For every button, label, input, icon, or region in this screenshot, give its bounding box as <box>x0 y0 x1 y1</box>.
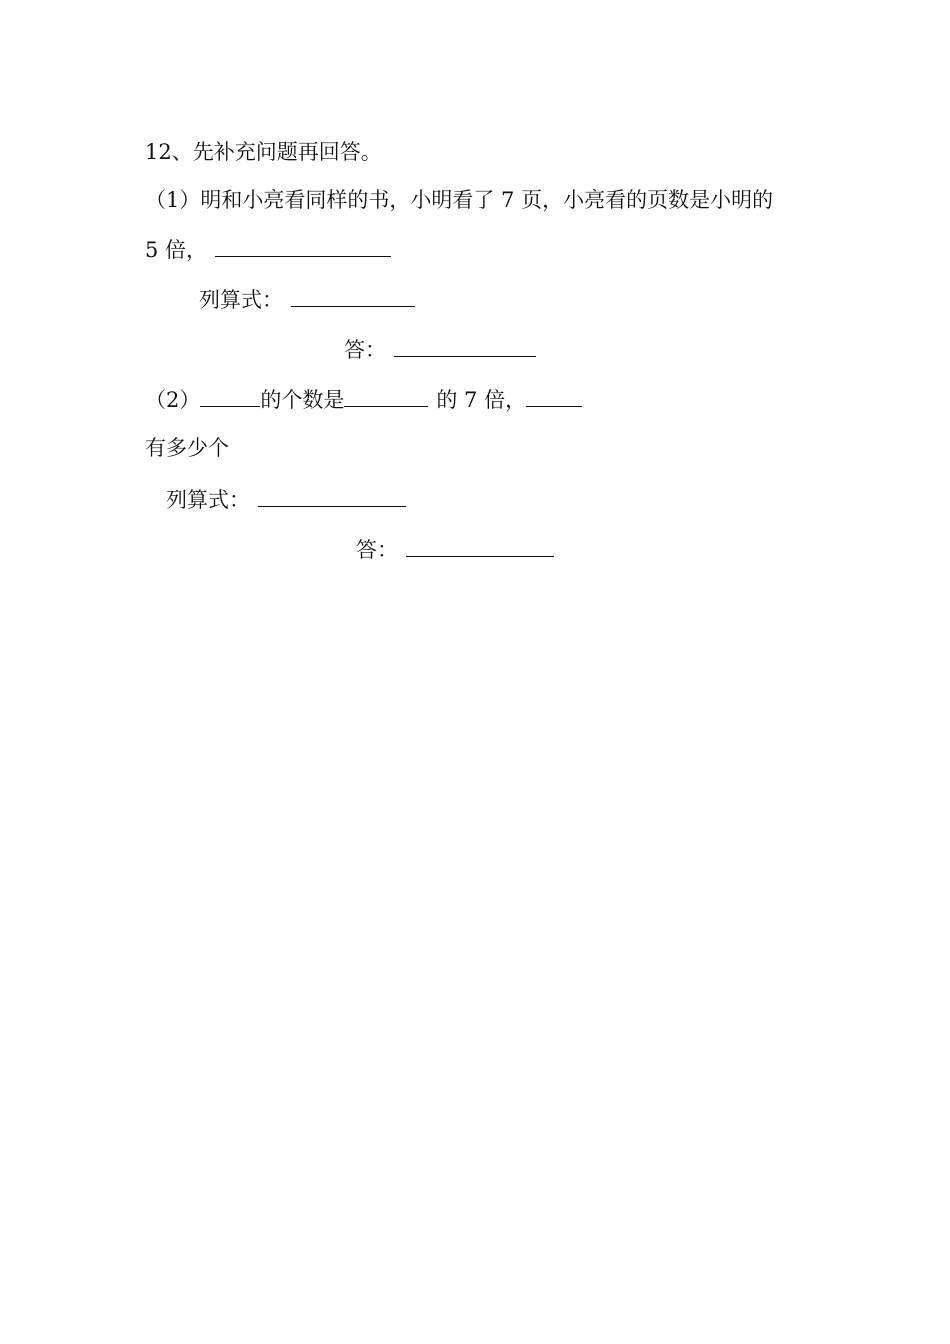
part2-formula-label: 列算式： <box>166 488 250 512</box>
part1-formula-blank[interactable] <box>291 286 415 307</box>
part2-formula-blank[interactable] <box>258 486 406 507</box>
part1-line2-text: 5 倍， <box>145 238 208 262</box>
part1-formula-row <box>199 286 415 314</box>
part2-mid2: 的 7 倍， <box>436 388 527 412</box>
part1-formula-label: 列算式： <box>199 288 283 312</box>
part2-formula-row <box>166 486 406 514</box>
part2-blank-3[interactable] <box>526 386 582 407</box>
part1-question-blank[interactable] <box>215 236 391 257</box>
part2-line1 <box>145 386 582 414</box>
part1-answer-blank[interactable] <box>394 336 536 357</box>
part2-answer-row <box>356 536 554 564</box>
part2-prefix: （2） <box>145 388 201 412</box>
part2-answer-label: 答： <box>356 538 398 562</box>
part2-line2: 有多少个 <box>145 436 229 460</box>
part1-answer-label: 答： <box>344 338 386 362</box>
part2-blank-2[interactable] <box>344 386 428 407</box>
part1-answer-row <box>344 336 536 364</box>
part1-line1: （1）明和小亮看同样的书，小明看了 7 页，小亮看的页数是小明的 <box>145 188 774 212</box>
question-title: 12、先补充问题再回答。 <box>145 140 382 164</box>
part2-blank-1[interactable] <box>200 386 260 407</box>
part1-line2 <box>145 236 391 264</box>
part2-answer-blank[interactable] <box>406 536 554 557</box>
part2-mid1: 的个数是 <box>260 388 345 412</box>
